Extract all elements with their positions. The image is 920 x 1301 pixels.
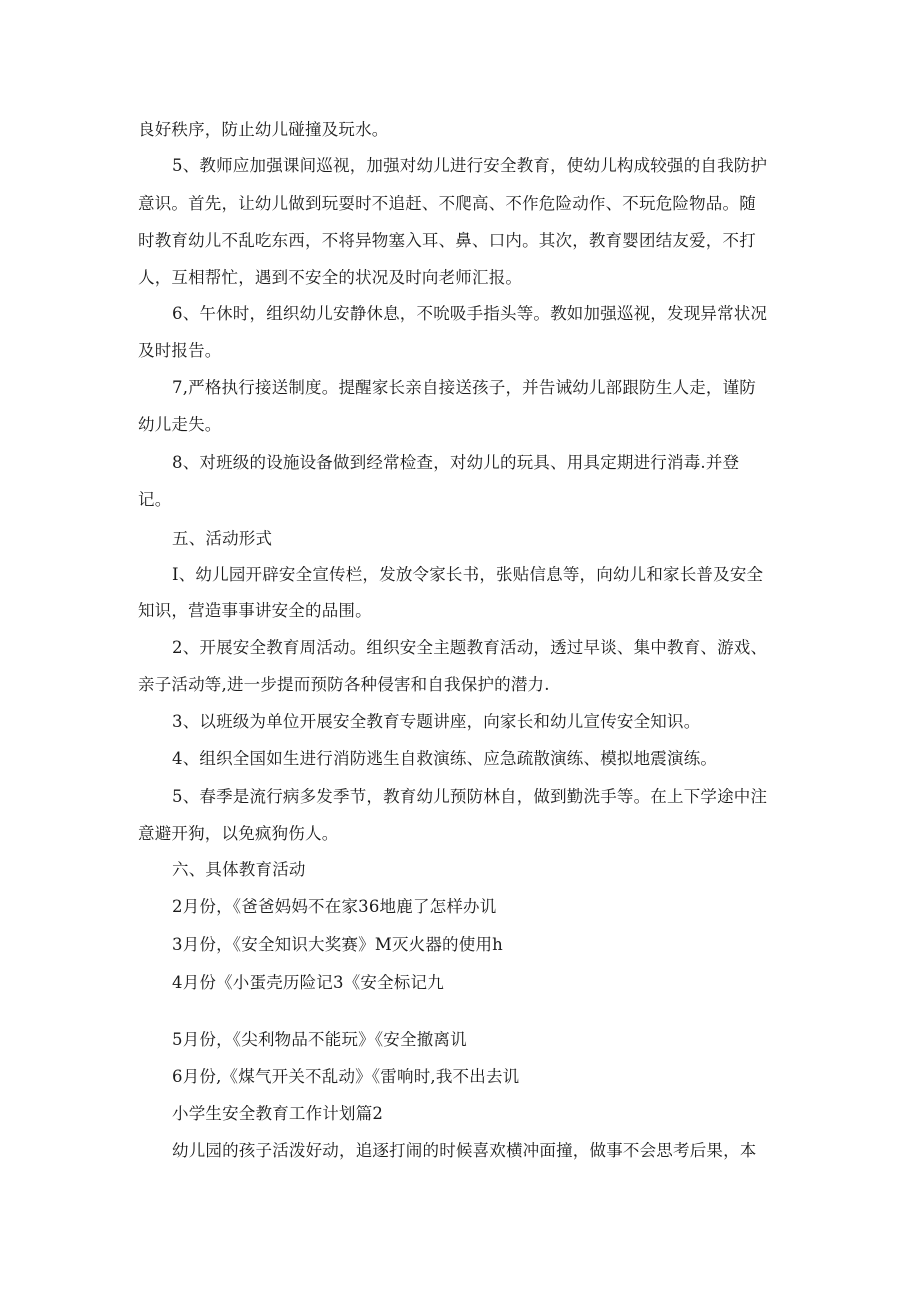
paragraph-line: 意避开狗，以免疯狗伤人。 [138,824,339,843]
paragraph-line: 5、春季是流行病多发季节，教育幼儿预防林自，做到勤洗手等。在上下学途中注 [172,787,768,806]
paragraph-line: 及时报告。 [138,341,222,360]
paragraph-line: 6、午休时，组织幼儿安静休息，不吮吸手指头等。教如加强巡视，发现异常状况 [172,304,768,323]
activity-item: 2月份，《爸爸妈妈不在家36地鹿了怎样办讥 [172,897,497,916]
section-heading: 六、具体教育活动 [172,860,306,879]
paragraph-line: 7,严格执行接送制度。提醒家长亲自接送孩子，并告诫幼儿部跟防生人走，谨防 [172,378,756,397]
paragraph-line: 知识，营造事事讲安全的品围。 [138,601,372,620]
document-title: 小学生安全教育工作计划篇2 [172,1104,384,1123]
paragraph-line: 人，互相帮忙，遇到不安全的状况及时向老师汇报。 [138,268,523,287]
paragraph-line: 幼儿园的孩子活泼好动，追逐打闹的时候喜欢横冲面撞，做事不会思考后果，本 [172,1141,757,1160]
activity-item: 4月份《小蛋壳历险记3《安全标记九 [172,973,444,992]
paragraph-line: 4、组织全国如生进行消防逃生自救演练、应急疏散演练、模拟地震演练。 [172,749,718,768]
activity-item: 5月份，《尖利物品不能玩》《安全撤离讥 [172,1030,467,1049]
activity-item: 6月份,《煤气开关不乱动》《雷响时,我不出去讥 [172,1067,520,1086]
paragraph-line: 良好秩序，防止幼儿碰撞及玩水。 [138,120,389,139]
paragraph-line: 意识。首先，让幼儿做到玩耍时不追赶、不爬高、不作危险动作、不玩危险物品。随 [138,194,756,213]
paragraph-line: 亲子活动等,进一步提而预防各种侵害和自我保护的潜力. [138,675,550,694]
paragraph-line: 时教育幼儿不乱吃东西，不将异物塞入耳、鼻、口内。其次，教育婴团结友爱，不打 [138,231,756,250]
paragraph-line: 8、对班级的设施设备做到经常检查，对幼儿的玩具、用具定期进行消毒.并登 [172,453,740,472]
paragraph-line: I、幼儿园开辟安全宣传栏，发放令家长书，张贴信息等，向幼儿和家长普及安全 [172,565,764,584]
paragraph-line: 幼儿走失。 [138,415,222,434]
paragraph-line: 5、教师应加强课间巡视，加强对幼儿进行安全教育，使幼儿构成较强的自我防护 [172,156,768,175]
section-heading: 五、活动形式 [172,529,273,548]
paragraph-line: 3、以班级为单位开展安全教育专题讲座，向家长和幼儿宣传安全知识。 [172,712,701,731]
paragraph-line: 2、开展安全教育周活动。组织安全主题教育活动，透过早谈、集中教育、游戏、 [172,638,768,657]
paragraph-line: 记。 [138,490,172,509]
activity-item: 3月份，《安全知识大奖赛》M灭火器的使用h [172,935,503,954]
